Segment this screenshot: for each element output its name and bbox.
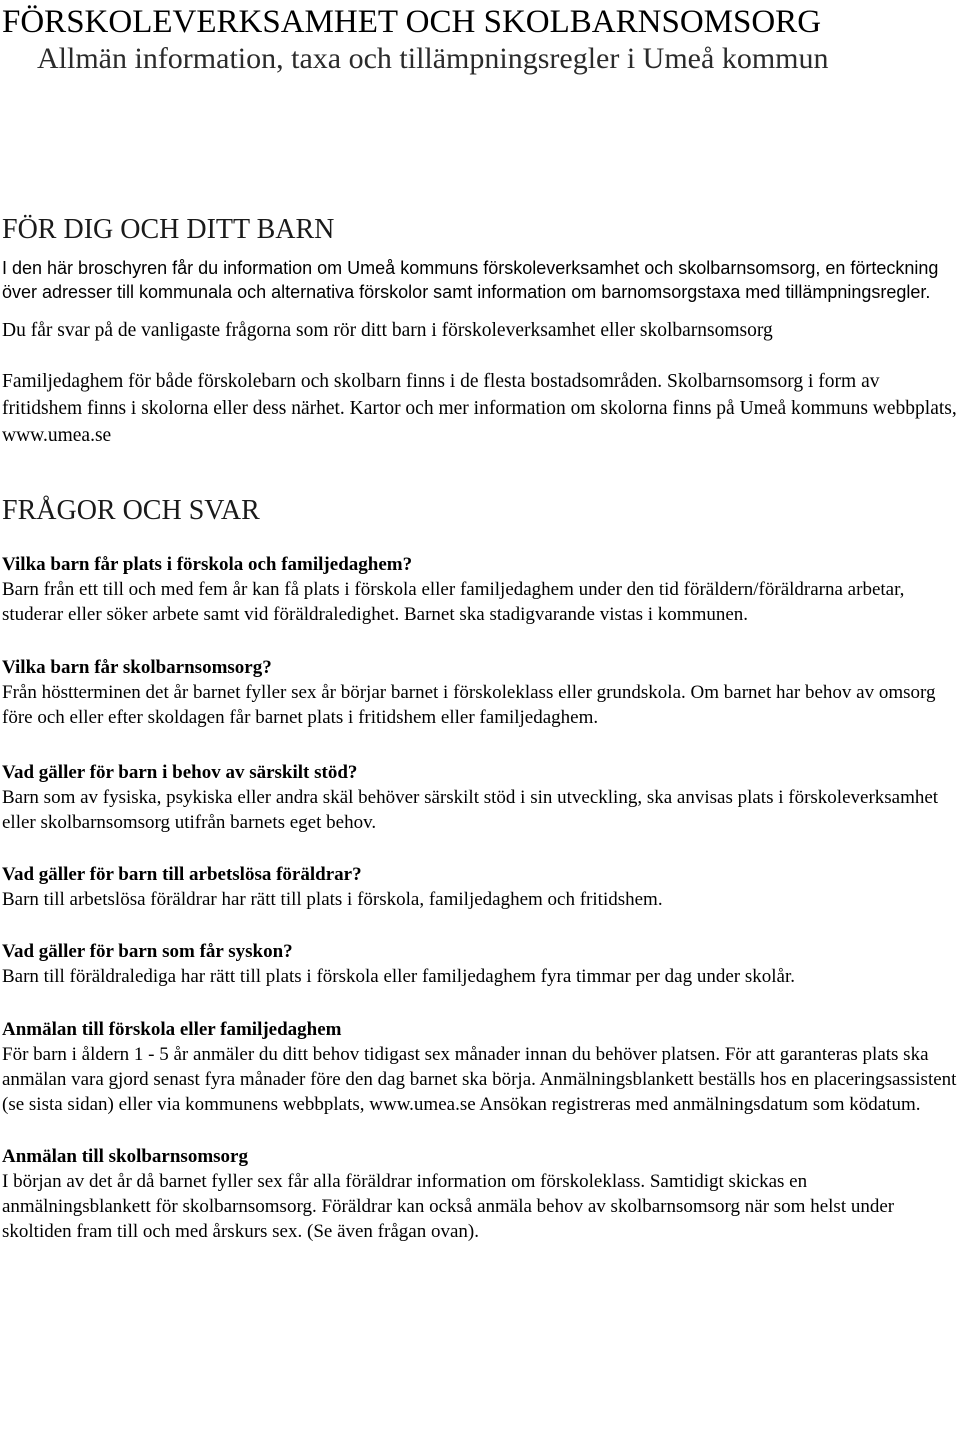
faq-question: Anmälan till förskola eller familjedaghem <box>2 1019 342 1040</box>
document-subtitle: Allmän information, taxa och tillämpningsregler i Umeå kommun <box>37 42 829 75</box>
faq-answer: Barn till föräldralediga har rätt till plats i förskola eller familjedaghem fyra timmar per dag under skolår. <box>2 966 795 987</box>
section-heading-fragor: FRÅGOR OCH SVAR <box>2 495 260 526</box>
faq-item <box>2 1144 958 1244</box>
intro-paragraph: I den här broschyren får du information om Umeå kommuns förskoleverksamhet och skolbarnsomsorg, en förteckning över adresser till kommunala och alternativa förskolor samt information om barnomsorgstaxa med tillämpningsregler. <box>2 258 939 302</box>
faq-answer: I början av det år då barnet fyller sex får alla föräldrar information om förskoleklass. Samtidigt skickas en anmälningsblankett för skolbarnsomsorg. Föräldrar kan också anmäla behov av skolbarnsomsorg när som helst under skoltiden fram till och med årskurs sex. (Se även frågan ovan). <box>2 1171 895 1242</box>
faq-answer: För barn i åldern 1 - 5 år anmäler du ditt behov tidigast sex månader innan du behöver platsen. För att garanteras plats ska anmälan vara gjord senast fyra månader före den dag barnet ska börja. Anmälningsblankett beställs hos en placeringsassistent (se sista sidan) eller via kommunens webbplats, www.umea.se Ansökan registreras med anmälningsdatum som ködatum. <box>2 1044 957 1115</box>
faq-answer: Barn till arbetslösa föräldrar har rätt till plats i förskola, familjedaghem och fritidshem. <box>2 889 663 910</box>
faq-answer: Barn som av fysiska, psykiska eller andra skäl behöver särskilt stöd i sin utveckling, ska anvisas plats i förskoleverksamhet eller skolbarnsomsorg utifrån barnets eget behov. <box>2 787 939 833</box>
faq-question: Vilka barn får skolbarnsomsorg? <box>2 657 272 678</box>
faq-summary-paragraph: Du får svar på de vanligaste frågorna som rör ditt barn i förskoleverksamhet eller skolbarnsomsorg <box>2 320 773 341</box>
faq-item <box>2 862 958 912</box>
faq-question: Anmälan till skolbarnsomsorg <box>2 1146 248 1167</box>
faq-question: Vad gäller för barn i behov av särskilt stöd? <box>2 762 358 783</box>
faq-question: Vilka barn får plats i förskola och familjedaghem? <box>2 554 413 575</box>
faq-item <box>2 1017 958 1117</box>
faq-answer: Från höstterminen det år barnet fyller sex år börjar barnet i förskoleklass eller grundskola. Om barnet har behov av omsorg före och eller efter skoldagen får barnet plats i fritidshem eller familjedaghem. <box>2 682 936 728</box>
section-heading-for-dig: FÖR DIG OCH DITT BARN <box>2 214 335 245</box>
document-page <box>2 0 958 1244</box>
faq-answer: Barn från ett till och med fem år kan få plats i förskola eller familjedaghem under den tid föräldern/föräldrarna arbetar, studerar eller söker arbete samt vid föräldraledighet. Barnet ska stadigvarande vistas i kommunen. <box>2 579 905 625</box>
faq-question: Vad gäller för barn till arbetslösa föräldrar? <box>2 864 362 885</box>
faq-item <box>2 655 958 730</box>
faq-item <box>2 760 958 835</box>
faq-item <box>2 939 958 989</box>
faq-item <box>2 552 958 627</box>
faq-question: Vad gäller för barn som får syskon? <box>2 941 293 962</box>
document-title: FÖRSKOLEVERKSAMHET OCH SKOLBARNSOMSORG <box>2 4 822 40</box>
familjedaghem-paragraph: Familjedaghem för både förskolebarn och skolbarn finns i de flesta bostadsområden. Skolbarnsomsorg i form av fritidshem finns i skolorna eller dess närhet. Kartor och mer information om skolorna finns på Umeå kommuns webbplats, www.umea.se <box>2 371 957 446</box>
